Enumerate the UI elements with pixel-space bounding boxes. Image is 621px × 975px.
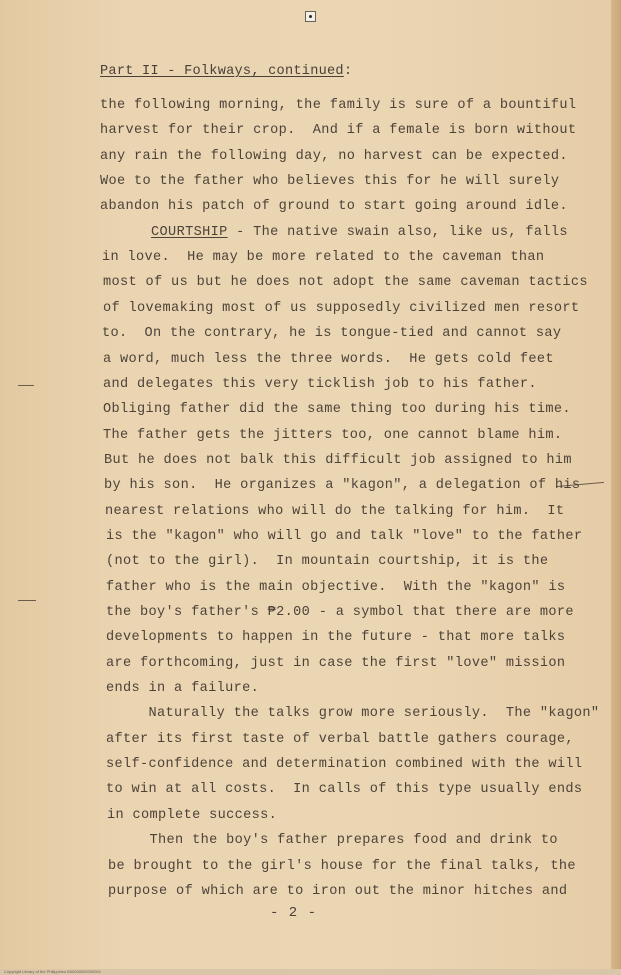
text-line bbox=[106, 554, 548, 569]
text-line bbox=[100, 98, 576, 113]
text-line bbox=[103, 352, 554, 367]
line-text: Woe to the father who believes this for he will surely bbox=[100, 174, 560, 190]
text-line bbox=[102, 250, 544, 265]
page-edge-shadow bbox=[611, 0, 621, 975]
text-line bbox=[104, 453, 572, 468]
line-text: harvest for their crop. And if a female is born without bbox=[100, 123, 577, 139]
text-line bbox=[106, 529, 582, 544]
line-text: Then the boy's father prepares food and drink to bbox=[107, 833, 558, 849]
text-line bbox=[100, 123, 576, 138]
binder-hole-icon bbox=[305, 11, 316, 22]
text-line bbox=[100, 174, 559, 189]
line-text: Naturally the talks grow more seriously. The "kagon" bbox=[106, 706, 600, 722]
line-text: to. On the contrary, he is tongue-tied and cannot say bbox=[102, 326, 562, 342]
text-line bbox=[108, 859, 576, 874]
text-line bbox=[106, 681, 259, 696]
line-text: is the "kagon" who will go and talk "love" to the father bbox=[106, 528, 583, 544]
margin-mark bbox=[18, 600, 36, 601]
line-text: in complete success. bbox=[107, 807, 278, 823]
line-text: the following morning, the family is sure of a bountiful bbox=[100, 98, 577, 113]
line-text: after its first taste of verbal battle gathers courage, bbox=[106, 731, 574, 747]
line-text: a word, much less the three words. He gets cold feet bbox=[103, 351, 554, 367]
text-line bbox=[103, 428, 562, 443]
heading-underlined-text: Part II - Folkways, continued bbox=[100, 64, 344, 79]
line-text: are forthcoming, just in case the first "love" mission bbox=[106, 655, 566, 671]
text-line bbox=[106, 706, 599, 721]
line-text: nearest relations who will do the talking for him. It bbox=[105, 503, 565, 519]
line-text: any rain the following day, no harvest can be expected. bbox=[100, 148, 568, 164]
text-line bbox=[104, 478, 580, 493]
line-text: of lovemaking most of us supposedly civilized men resort bbox=[103, 300, 580, 316]
line-text: Obliging father did the same thing too during his time. bbox=[103, 402, 571, 418]
line-text: - The native swain also, like us, falls bbox=[227, 224, 568, 240]
text-line bbox=[106, 605, 574, 620]
text-line bbox=[100, 149, 568, 164]
text-line bbox=[106, 656, 565, 671]
scan-credit-text: Copyright Library of the Philippines B00000000000001 bbox=[4, 969, 101, 974]
line-text: self-confidence and determination combined with the will bbox=[106, 757, 583, 773]
line-text: The father gets the jitters too, one cannot blame him. bbox=[103, 427, 563, 443]
margin-mark bbox=[18, 385, 34, 386]
line-text: developments to happen in the future - that more talks bbox=[106, 630, 566, 646]
text-line bbox=[106, 782, 582, 797]
scan-footer-strip bbox=[0, 969, 621, 975]
line-text: be brought to the girl's house for the final talks, the bbox=[108, 858, 576, 874]
text-line bbox=[106, 757, 582, 772]
line-text: purpose of which are to iron out the minor hitches and bbox=[108, 883, 568, 899]
line-text: ends in a failure. bbox=[106, 681, 260, 697]
line-text: to win at all costs. In calls of this type usually ends bbox=[106, 782, 583, 798]
line-text: most of us but he does not adopt the same caveman tactics bbox=[103, 275, 588, 291]
text-line bbox=[106, 630, 565, 645]
line-text: and delegates this very ticklish job to his father. bbox=[103, 376, 537, 392]
text-line bbox=[102, 326, 561, 341]
text-line bbox=[106, 732, 574, 747]
line-text: abandon his patch of ground to start going around idle. bbox=[100, 199, 568, 215]
line-text: But he does not balk this difficult job assigned to him bbox=[104, 452, 572, 468]
text-line bbox=[103, 275, 588, 290]
heading-colon: : bbox=[343, 64, 353, 79]
text-line bbox=[107, 808, 277, 823]
page-number: - 2 - bbox=[270, 905, 318, 921]
line-text: by his son. He organizes a "kagon", a delegation of his bbox=[104, 478, 581, 494]
line-text: (not to the girl). In mountain courtship, it is the bbox=[106, 554, 549, 570]
text-line bbox=[106, 580, 565, 595]
text-line bbox=[100, 225, 568, 240]
section-heading bbox=[100, 64, 352, 79]
line-text: the boy's father's ₱2.00 - a symbol that there are more bbox=[106, 605, 574, 620]
line-indent bbox=[100, 225, 151, 240]
line-text: in love. He may be more related to the caveman than bbox=[102, 250, 545, 266]
line-text: father who is the main objective. With the "kagon" is bbox=[106, 579, 566, 595]
text-line bbox=[103, 402, 571, 417]
text-line bbox=[100, 199, 568, 214]
underlined-subheading: COURTSHIP bbox=[151, 224, 228, 240]
text-line bbox=[105, 504, 564, 519]
text-line bbox=[103, 301, 579, 316]
text-line bbox=[107, 833, 558, 848]
text-line bbox=[103, 377, 537, 392]
text-line bbox=[108, 884, 567, 899]
